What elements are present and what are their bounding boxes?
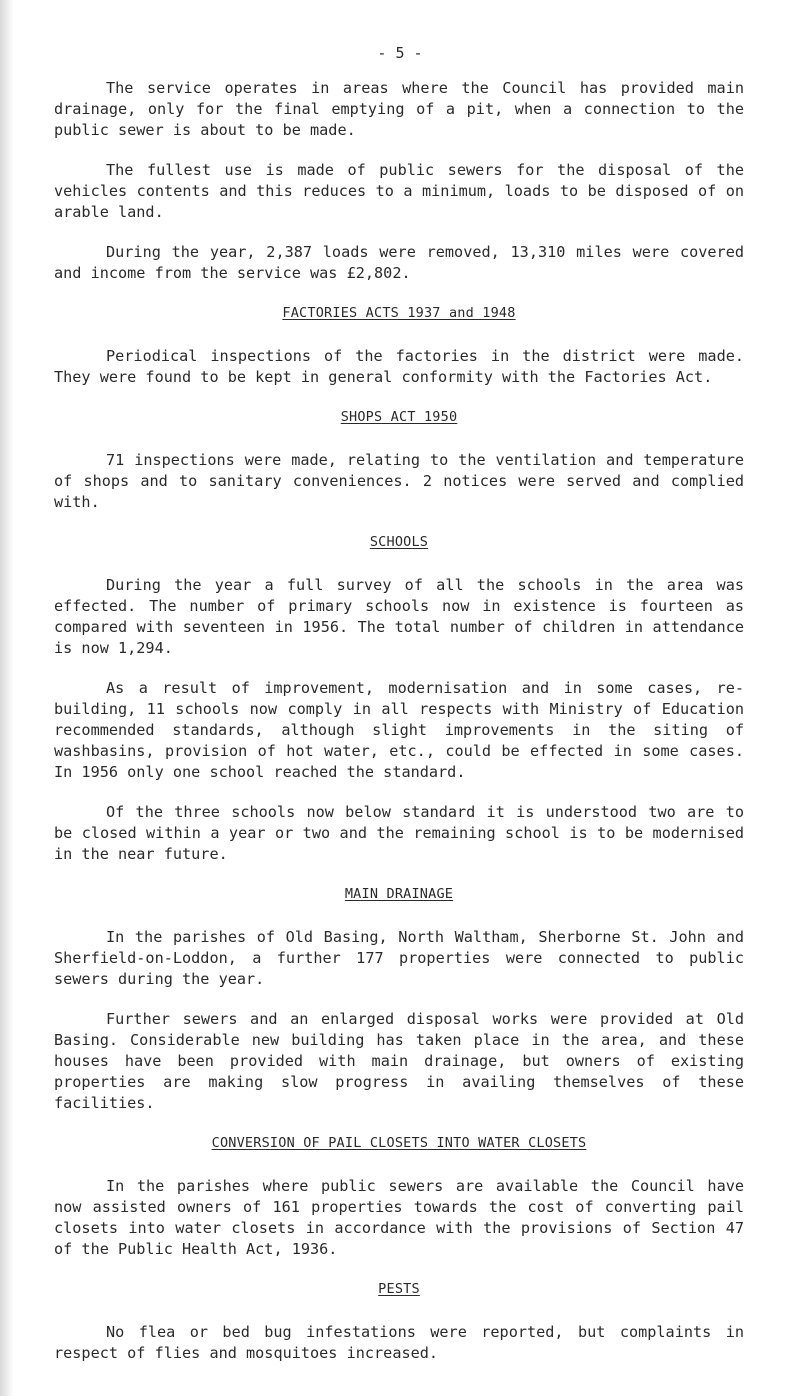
pests-heading: PESTS [378, 1281, 420, 1297]
pests-paragraph: No flea or bed bug infestations were reported, but complaints in respect of flies and mosquitoes increased. [54, 1323, 744, 1362]
conversion-paragraph: In the parishes where public sewers are available the Council have now assisted owners of 161 properties towards the cost of converting pail closets into water closets in accordance with the provisions of Section 47 of the Public Health Act, 1936. [54, 1177, 744, 1258]
schools-paragraph-3: Of the three schools now below standard it is understood two are to be closed within a year or two and the remaining school is to be modernised in the near future. [54, 803, 744, 863]
schools-paragraph-1: During the year a full survey of all the schools in the area was effected. The number of primary schools now in existence is fourteen as compared with seventeen in 1956. The total number of children in attendance is now 1,294. [54, 576, 744, 657]
main-drainage-heading: MAIN DRAINAGE [344, 886, 454, 902]
page-number: - 5 - [377, 44, 423, 62]
main-drainage-paragraph-2: Further sewers and an enlarged disposal works were provided at Old Basing. Considerable new building has taken place in the area, and these houses have been provided with main drainage, but owners of existing properties are making slow progress in availing themselves of these facilities. [54, 1010, 744, 1112]
factories-paragraph: Periodical inspections of the factories in the district were made. They were found to be kept in general conformity with the Factories Act. [54, 347, 744, 386]
schools-heading: SCHOOLS [369, 534, 429, 550]
intro-paragraph-2: The fullest use is made of public sewers for the disposal of the vehicles contents and this reduces to a minimum, loads to be disposed of on arable land. [54, 161, 744, 221]
shops-paragraph: 71 inspections were made, relating to the ventilation and temperature of shops and to sanitary conveniences. 2 notices were served and complied with. [54, 451, 744, 511]
schools-paragraph-2: As a result of improvement, modernisation and in some cases, re-building, 11 schools now comply in all respects with Ministry of Education recommended standards, although slight improvements in the siting of washbasins, provision of hot water, etc., could be effected in some cases. In 1956 only one school reached the standard. [54, 679, 744, 781]
main-drainage-paragraph-1: In the parishes of Old Basing, North Waltham, Sherborne St. John and Sherfield-on-Loddon, a further 177 properties were connected to public sewers during the year. [54, 928, 744, 988]
document-body [54, 78, 744, 1383]
factories-heading: FACTORIES ACTS 1937 and 1948 [282, 305, 516, 321]
intro-paragraph-1: The service operates in areas where the Council has provided main drainage, only for the final emptying of a pit, when a connection to the public sewer is about to be made. [54, 79, 744, 139]
page-edge-shadow [0, 0, 14, 1396]
intro-paragraph-3: During the year, 2,387 loads were removed, 13,310 miles were covered and income from the service was £2,802. [54, 243, 744, 282]
shops-heading: SHOPS ACT 1950 [340, 409, 458, 425]
conversion-heading: CONVERSION OF PAIL CLOSETS INTO WATER CLOSETS [211, 1135, 587, 1151]
